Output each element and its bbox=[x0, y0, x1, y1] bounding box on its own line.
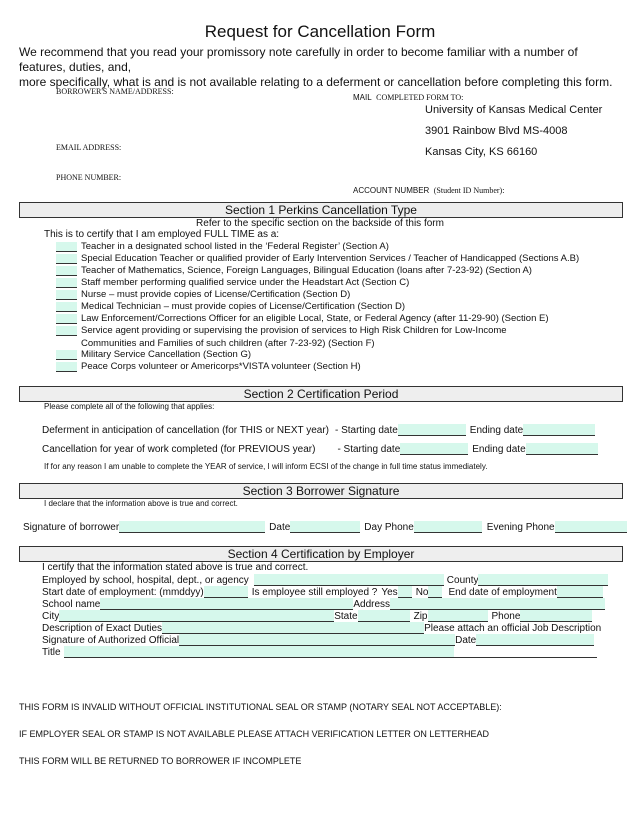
phone-label: PHONE NUMBER: bbox=[56, 173, 122, 182]
cancellation-option[interactable] bbox=[56, 253, 579, 264]
employed-by-label: Employed by school, hospital, dept., or agency bbox=[42, 575, 249, 586]
cancellation-option[interactable] bbox=[56, 265, 532, 276]
checkbox-field[interactable] bbox=[56, 242, 77, 252]
option-label: Teacher of Mathematics, Science, Foreign Languages, Bilingual Education (loans after 7-23-92) (Section A) bbox=[81, 265, 532, 276]
section2-header: Section 2 Certification Period bbox=[19, 386, 623, 402]
cancellation-row bbox=[42, 443, 598, 455]
title-underline bbox=[454, 646, 597, 658]
employer-row bbox=[42, 574, 608, 586]
email-label: EMAIL ADDRESS: bbox=[56, 143, 122, 152]
mail-to-rest: COMPLETED FORM TO: bbox=[376, 93, 464, 102]
cancellation-option[interactable] bbox=[56, 277, 409, 288]
account-number-label bbox=[353, 180, 504, 198]
still-employed-label: Is employee still employed ? bbox=[251, 587, 378, 598]
zip-label: Zip bbox=[413, 611, 428, 622]
section3-declare: I declare that the information above is true and correct. bbox=[44, 499, 238, 508]
borrower-signature-row bbox=[23, 521, 627, 533]
ending-date-label: Ending date bbox=[469, 425, 524, 436]
end-date-field[interactable] bbox=[557, 586, 603, 598]
section1-header: Section 1 Perkins Cancellation Type bbox=[19, 202, 623, 218]
option-label: Military Service Cancellation (Section G) bbox=[81, 349, 252, 360]
intro-line-1: We recommend that you read your promissory note carefully in order to become familiar with a number of features, duties, and, bbox=[19, 45, 578, 74]
employment-dates-row bbox=[42, 586, 603, 598]
account-label: ACCOUNT NUMBER bbox=[353, 186, 430, 195]
cancellation-option[interactable] bbox=[56, 361, 361, 372]
official-signature-row bbox=[42, 634, 594, 646]
section3-header: Section 3 Borrower Signature bbox=[19, 483, 623, 499]
option-label: Staff member performing qualified service under the Headstart Act (Section C) bbox=[81, 277, 410, 288]
day-phone-field[interactable] bbox=[414, 521, 482, 533]
checkbox-field[interactable] bbox=[56, 254, 77, 264]
checkbox-field[interactable] bbox=[56, 290, 77, 300]
footer-line-2: IF EMPLOYER SEAL OR STAMP IS NOT AVAILABLE PLEASE ATTACH VERIFICATION LETTER ON LETTERHEAD bbox=[19, 729, 489, 739]
official-signature-label: Signature of Authorized Official bbox=[42, 635, 180, 646]
cancellation-option[interactable] bbox=[56, 313, 549, 324]
official-date-label: Date bbox=[455, 635, 477, 646]
option-label: Service agent providing or supervising the provision of services to High Risk Children for Low-Income bbox=[81, 325, 507, 336]
address-line-1: University of Kansas Medical Center bbox=[425, 104, 603, 116]
no-field[interactable] bbox=[428, 586, 442, 598]
account-hint: (Student ID Number): bbox=[433, 186, 505, 195]
option-label: Peace Corps volunteer or Americorps*VISTA volunteer (Section H) bbox=[81, 361, 361, 372]
address-label: Address bbox=[353, 599, 391, 610]
section4-header: Section 4 Certification by Employer bbox=[19, 546, 623, 562]
footer-line-3: THIS FORM WILL BE RETURNED TO BORROWER IF INCOMPLETE bbox=[19, 756, 302, 766]
checkbox-field[interactable] bbox=[56, 314, 77, 324]
deferment-label: Deferment in anticipation of cancellation (for THIS or NEXT year) bbox=[42, 425, 329, 436]
title-label: Title bbox=[42, 647, 61, 658]
school-row bbox=[42, 598, 605, 610]
school-name-field[interactable] bbox=[100, 598, 353, 610]
city-row bbox=[42, 610, 592, 622]
deferment-end-date-field[interactable] bbox=[523, 424, 595, 436]
checkbox-field[interactable] bbox=[56, 266, 77, 276]
title-field[interactable] bbox=[64, 646, 454, 658]
starting-date-label: - Starting date bbox=[334, 425, 398, 436]
section1-certify: This is to certify that I am employed FULL TIME as a: bbox=[44, 229, 280, 240]
address-field[interactable] bbox=[390, 598, 605, 610]
deferment-start-date-field[interactable] bbox=[398, 424, 466, 436]
start-date-field[interactable] bbox=[204, 586, 248, 598]
checkbox-field[interactable] bbox=[56, 326, 77, 336]
city-field[interactable] bbox=[59, 610, 334, 622]
cancellation-option[interactable] bbox=[56, 241, 389, 252]
intro-text bbox=[19, 45, 624, 90]
section1-subheading: Refer to the specific section on the backside of this form bbox=[196, 218, 444, 229]
end-date-label: End date of employment bbox=[448, 587, 557, 598]
employer-phone-field[interactable] bbox=[520, 610, 592, 622]
day-phone-label: Day Phone bbox=[364, 522, 414, 533]
yes-field[interactable] bbox=[398, 586, 412, 598]
form-title: Request for Cancellation Form bbox=[204, 22, 436, 41]
official-signature-field[interactable] bbox=[179, 634, 455, 646]
section4-certify: I certify that the information stated above is true and correct. bbox=[42, 562, 309, 573]
state-label: State bbox=[334, 611, 358, 622]
cancellation-option[interactable] bbox=[56, 289, 350, 300]
official-date-field[interactable] bbox=[476, 634, 594, 646]
deferment-row bbox=[42, 424, 595, 436]
option-label: Teacher in a designated school listed in the ‘Federal Register’ (Section A) bbox=[81, 241, 389, 252]
borrower-name-label: BORROWER'S NAME/ADDRESS: bbox=[56, 87, 174, 96]
employed-by-field[interactable] bbox=[254, 574, 444, 586]
duties-row bbox=[42, 622, 601, 634]
checkbox-field[interactable] bbox=[56, 362, 77, 372]
no-label: No bbox=[415, 587, 429, 598]
footer-line-1: THIS FORM IS INVALID WITHOUT OFFICIAL INSTITUTIONAL SEAL OR STAMP (NOTARY SEAL NOT ACCEPTABLE): bbox=[19, 702, 502, 712]
cancellation-option[interactable] bbox=[56, 349, 251, 360]
cancellation-option[interactable] bbox=[56, 301, 405, 312]
county-label: County bbox=[446, 575, 479, 586]
ending-date-label: Ending date bbox=[472, 444, 526, 455]
option-label: Medical Technician – must provide copies of License/Certification (Section D) bbox=[81, 301, 406, 312]
mail-to-label bbox=[353, 87, 463, 105]
duties-field[interactable] bbox=[162, 622, 424, 634]
cancellation-end-date-field[interactable] bbox=[526, 443, 598, 455]
cancellation-start-date-field[interactable] bbox=[400, 443, 468, 455]
checkbox-field[interactable] bbox=[56, 350, 77, 360]
borrower-signature-label: Signature of borrower bbox=[23, 522, 120, 533]
option-label: Law Enforcement/Corrections Officer for an eligible Local, State, or Federal Agency (after 11-29-90) (Section E) bbox=[81, 313, 549, 324]
cancellation-label: Cancellation for year of work completed (for PREVIOUS year) bbox=[42, 444, 316, 455]
zip-field[interactable] bbox=[428, 610, 488, 622]
checkbox-field[interactable] bbox=[56, 278, 77, 288]
option-label: Special Education Teacher or qualified provider of Early Intervention Services / Teacher of Handicapped (Sections A.B) bbox=[81, 253, 580, 264]
mail-to-prefix: MAIL bbox=[353, 93, 372, 102]
intro-line-2: more specifically, what is and is not available relating to a deferment or cancellation before completing this form. bbox=[19, 75, 613, 89]
cancellation-option[interactable] bbox=[56, 325, 507, 336]
section2-instruction: Please complete all of the following that applies: bbox=[44, 402, 215, 411]
evening-phone-label: Evening Phone bbox=[486, 522, 555, 533]
borrower-date-label: Date bbox=[269, 522, 291, 533]
option-label: Nurse – must provide copies of License/Certification (Section D) bbox=[81, 289, 351, 300]
city-label: City bbox=[42, 611, 60, 622]
address-line-2: 3901 Rainbow Blvd MS-4008 bbox=[425, 125, 568, 137]
borrower-signature-field[interactable] bbox=[119, 521, 265, 533]
borrower-date-field[interactable] bbox=[290, 521, 360, 533]
phone-label: Phone bbox=[491, 611, 521, 622]
duties-note: Please attach an official Job Description bbox=[424, 623, 602, 634]
school-name-label: School name bbox=[42, 599, 101, 610]
title-row bbox=[42, 646, 597, 658]
address-line-3: Kansas City, KS 66160 bbox=[425, 146, 538, 158]
evening-phone-field[interactable] bbox=[555, 521, 627, 533]
start-date-label: Start date of employment: (mmddyy) bbox=[42, 587, 204, 598]
option-label-continuation: Communities and Families of such children (after 7-23-92) (Section F) bbox=[81, 338, 375, 349]
yes-label: Yes bbox=[381, 587, 398, 598]
section2-note: If for any reason I am unable to complete the YEAR of service, I will inform ECSI of the change in full time status immediately. bbox=[44, 462, 488, 471]
starting-date-label: - Starting date bbox=[337, 444, 401, 455]
county-field[interactable] bbox=[478, 574, 608, 586]
duties-label: Description of Exact Duties bbox=[42, 623, 163, 634]
state-field[interactable] bbox=[358, 610, 410, 622]
checkbox-field[interactable] bbox=[56, 302, 77, 312]
